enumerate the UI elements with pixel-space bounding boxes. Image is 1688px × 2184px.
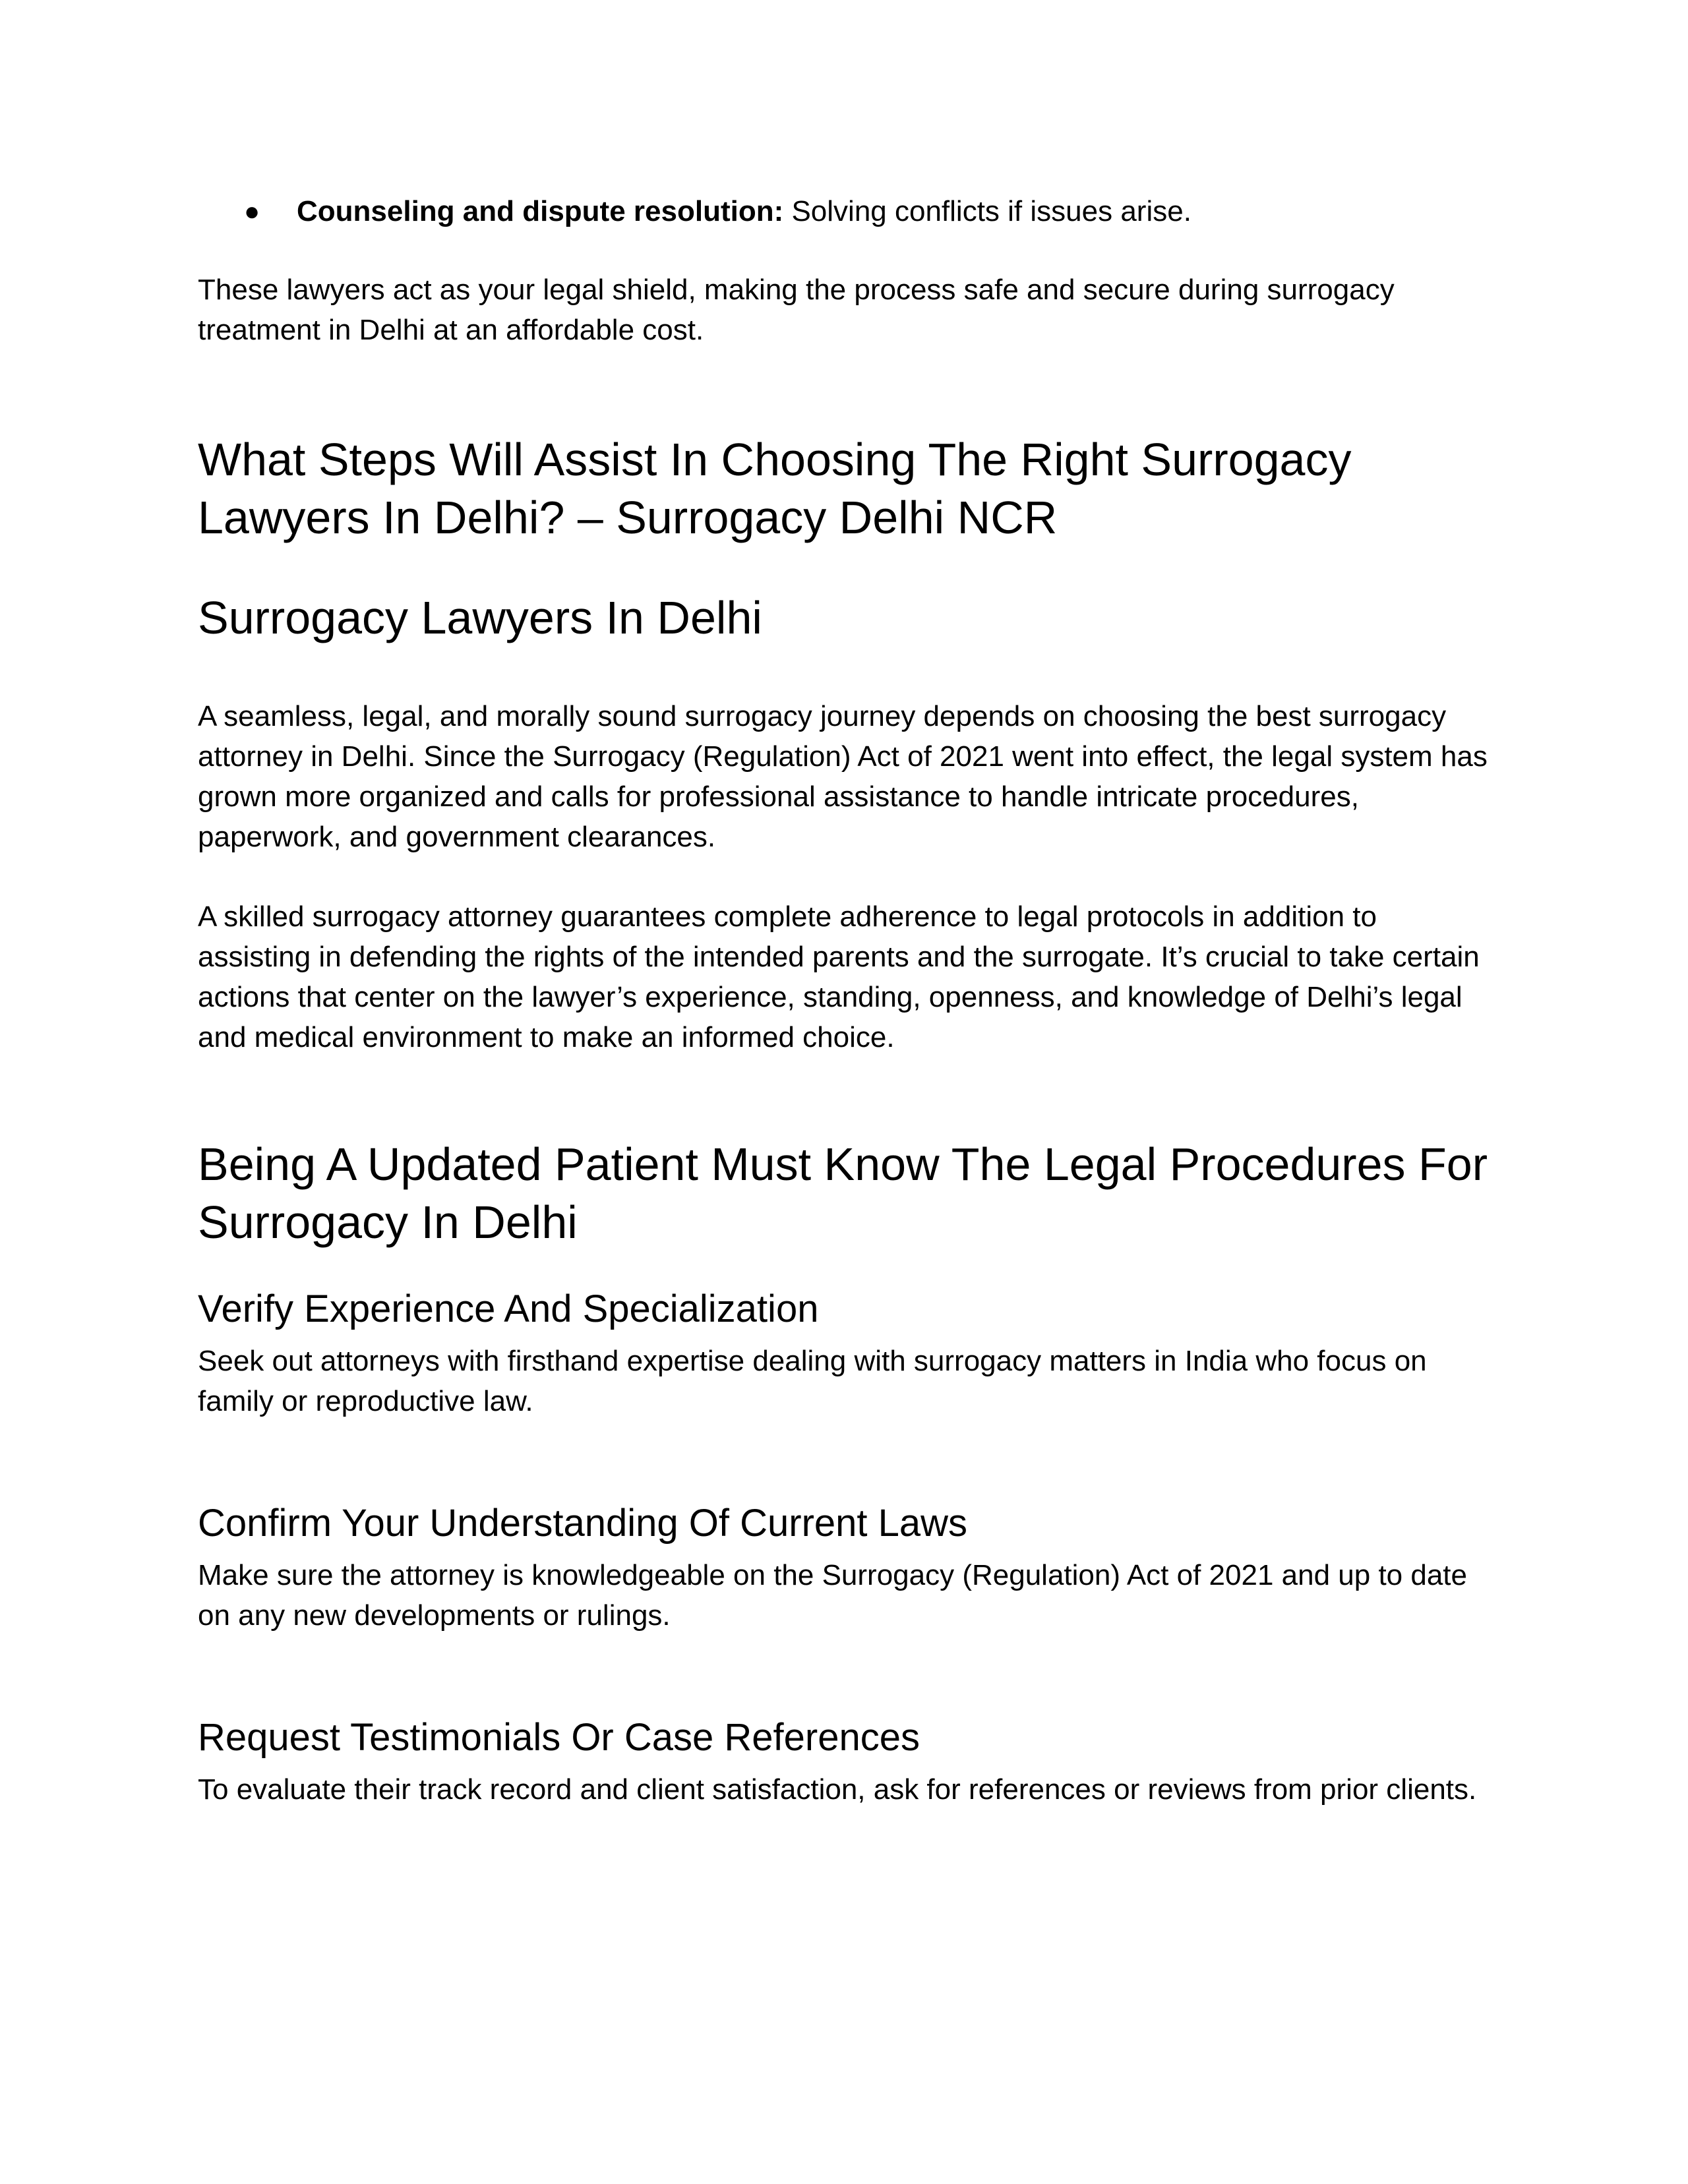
list-item-term: Counseling and dispute resolution: (297, 195, 784, 227)
paragraph-skilled-attorney: A skilled surrogacy attorney guarantees complete adherence to legal protocols in addition to assisting in defending the rights of the intended parents and the surrogate. It’s crucial to take certain actions that center on the lawyer’s experience, standing, openness, and knowledge of Delhi’s legal and medical environment to make an informed choice. (198, 900, 1480, 1053)
bullet-icon: ● (244, 197, 260, 226)
section-text: To evaluate their track record and client satisfaction, ask for references or reviews from prior clients. (198, 1773, 1477, 1806)
intro-paragraph: These lawyers act as your legal shield, making the process safe and secure during surrogacy treatment in Delhi at an affordable cost. (198, 274, 1395, 346)
section-text: Make sure the attorney is knowledgeable on the Surrogacy (Regulation) Act of 2021 and up to date on any new developments or rulings. (198, 1559, 1467, 1632)
list-item-text: Solving conflicts if issues arise. (783, 195, 1191, 227)
section-heading: Request Testimonials Or Case References (198, 1716, 920, 1759)
paragraph-choosing-attorney: A seamless, legal, and morally sound surrogacy journey depends on choosing the best surrogacy attorney in Delhi. Since the Surrogacy (Regulation) Act of 2021 went into effect, the legal system has grown more organized and calls for professional assistance to handle intricate procedures, paperwork, and government clearances. (198, 700, 1488, 853)
section-heading: Confirm Your Understanding Of Current Laws (198, 1502, 968, 1545)
section-heading: Verify Experience And Specialization (198, 1287, 819, 1330)
heading-choosing-lawyers: What Steps Will Assist In Choosing The Right Surrogacy Lawyers In Delhi? – Surrogacy Delhi NCR (198, 434, 1352, 543)
heading-surrogacy-lawyers: Surrogacy Lawyers In Delhi (198, 592, 762, 643)
section-text: Seek out attorneys with firsthand expertise dealing with surrogacy matters in India who focus on family or reproductive law. (198, 1345, 1427, 1417)
heading-legal-procedures: Being A Updated Patient Must Know The Legal Procedures For Surrogacy In Delhi (198, 1138, 1488, 1248)
document-content (198, 191, 1490, 1810)
list-item (244, 191, 1490, 232)
